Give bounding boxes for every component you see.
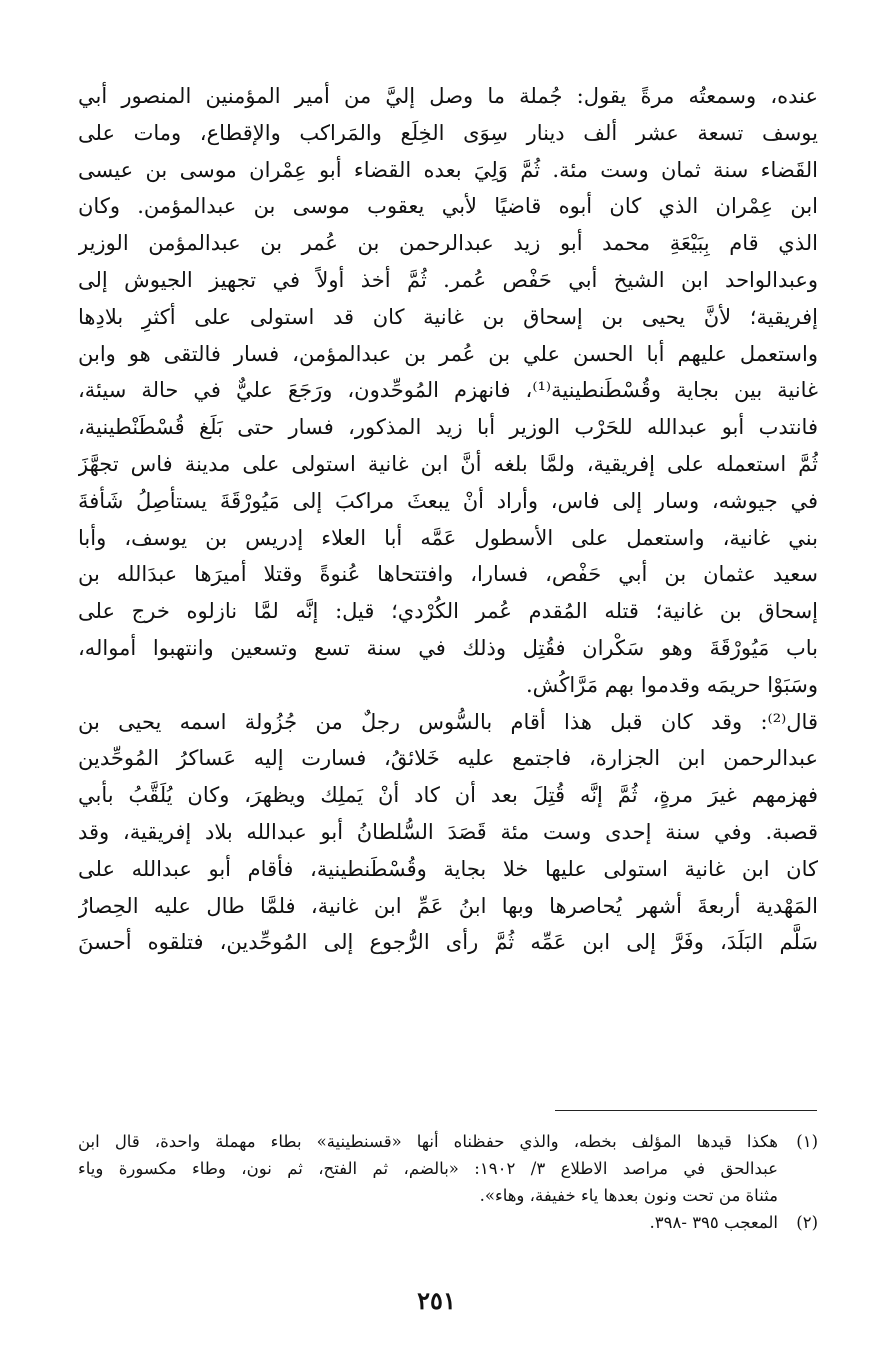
main-text: [78, 78, 818, 961]
text-line: وسَبَوْا حريمَه وقدموا بهم مَرَّاكُش.: [525, 672, 818, 697]
footnote-marker: (٢): [796, 1213, 818, 1232]
footnote-body: [78, 1128, 778, 1209]
text-line: سعيد عثمان بن أبي حَفْص، فسارا، وافتتحاها عُنوةً وقتلا أميرَها عبدَالله بن: [78, 562, 818, 587]
footnote-1: [78, 1128, 818, 1209]
footnote-separator: [555, 1110, 817, 1111]
footnote-line: عبدالحق في مراصد الاطلاع ٣/ ١٩٠٢: «بالضم، ثم الفتح، ثم نون، وطاء مكسورة وياء: [78, 1159, 778, 1178]
footnotes: [78, 1128, 818, 1236]
text-line: عنده، وسمعتُه مرةً يقول: جُملة ما وصل إليَّ من أمير المؤمنين المنصور أبي: [78, 84, 818, 108]
text-line: قال⁽²⁾: وقد كان قبل هذا أقام بالسُّوس رجلٌ من جُزُولة اسمه يحيى بن: [78, 709, 818, 734]
text-line: فهزمهم غيرَ مرةٍ، ثُمَّ إنَّه قُتِلَ بعد أن كاد أنْ يَملِك ويظهرَ، وكان يُلَقَّبُ بأبي: [78, 783, 818, 808]
text-line: بني غانية، واستعمل على الأسطول عَمَّه أبا العلاء إدريس بن يوسف، وأبا: [78, 525, 818, 550]
text-line: سَلَّم البَلَدَ، وفَرَّ إلى ابن عَمِّه ثُمَّ رأى الرُّجوع إلى المُوحِّدين، فتلقوه أحسنَ: [78, 930, 818, 955]
text-line: الذي قام بِبَيْعَةِ محمد أبو زيد عبدالرحمن بن عُمر بن عبدالمؤمن الوزير: [78, 231, 818, 256]
text-line: ابن عِمْران الذي كان أبوه قاضيًا لأبي يعقوب موسى بن عبدالمؤمن. وكان: [78, 194, 818, 219]
footnote-2: [78, 1209, 818, 1236]
text-line: إفريقية؛ لأنَّ يحيى بن إسحاق بن غانية كان قد استولى على أكثرِ بلادِها: [78, 304, 818, 329]
footnote-line: المعجب ٣٩٥ -٣٩٨.: [649, 1213, 778, 1232]
footnote-line: مثناة من تحت ونون بعدها ياء خفيفة، وهاء».: [479, 1186, 778, 1205]
text-line: إسحاق بن غانية؛ قتله المُقدم عُمر الكُرْدي؛ قيل: إنَّه لمَّا نازلوه خرج على: [78, 599, 818, 624]
text-line: قصبة. وفي سنة إحدى وست مئة قَصَدَ السُّلطانُ أبو عبدالله بلاد إفريقية، وقد: [78, 819, 818, 844]
text-line: في جيوشه، وسار إلى فاس، وأراد أنْ يبعثَ مراكبَ إلى مَيُورْقَةَ يستأصِلُ شَأفةَ: [78, 488, 818, 513]
text-line: غانية بين بجاية وقُسْطَنطينية⁽¹⁾، فانهزم المُوحِّدون، ورَجَعَ عليٌّ في حالة سيئة،: [78, 378, 818, 403]
text-line: ثُمَّ استعمله على إفريقية، ولمَّا بلغه أنَّ ابن غانية استولى على مدينة فاس تجهَّزَ: [78, 451, 818, 476]
text-line: وعبدالواحد ابن الشيخ أبي حَفْص عُمر. ثُمَّ أخذ أولاً في تجهيز الجيوش إلى: [78, 267, 818, 292]
text-line: واستعمل عليهم أبا الحسن علي بن عُمر بن عبدالمؤمن، فسار فالتقى هو وابن: [78, 341, 818, 366]
text-line: يوسف تسعة عشر ألف دينار سِوَى الخِلَع والمَراكب والإقطاع، ومات على: [78, 120, 818, 145]
text-line: القَضاء سنة ثمان وست مئة. ثُمَّ وَلِيَ بعده القضاء أبو عِمْران موسى بن عيسى: [78, 157, 818, 182]
text-line: عبدالرحمن ابن الجزارة، فاجتمع عليه خَلائقُ، فسارت إليه عَساكرُ المُوحِّدين: [78, 746, 818, 771]
footnote-line: هكذا قيدها المؤلف بخطه، والذي حفظناه أنها «قسنطينية» بطاء مهملة واحدة، قال ابن: [78, 1132, 778, 1151]
page-number: ٢٥١: [417, 1286, 456, 1315]
footnote-marker: (١): [796, 1132, 818, 1151]
text-line: كان ابن غانية استولى عليها خلا بجاية وقُسْطَنطينية، فأقام أبو عبدالله على: [78, 856, 818, 881]
footnote-body: [78, 1209, 778, 1236]
text-line: باب مَيُورْقَةَ وهو سَكْران فقُتِل وذلك في سنة تسع وتسعين وانتهبوا أمواله،: [78, 635, 818, 660]
text-line: المَهْدية أربعةَ أشهر يُحاصرها وبها ابنُ عَمِّ ابن غانية، فلمَّا طال عليه الحِصارُ: [78, 893, 818, 918]
text-line: فانتدب أبو عبدالله للحَرْب الوزير أبا زيد المذكور، فسار حتى بَلَغ قُسْطَنْطينية،: [78, 415, 818, 440]
